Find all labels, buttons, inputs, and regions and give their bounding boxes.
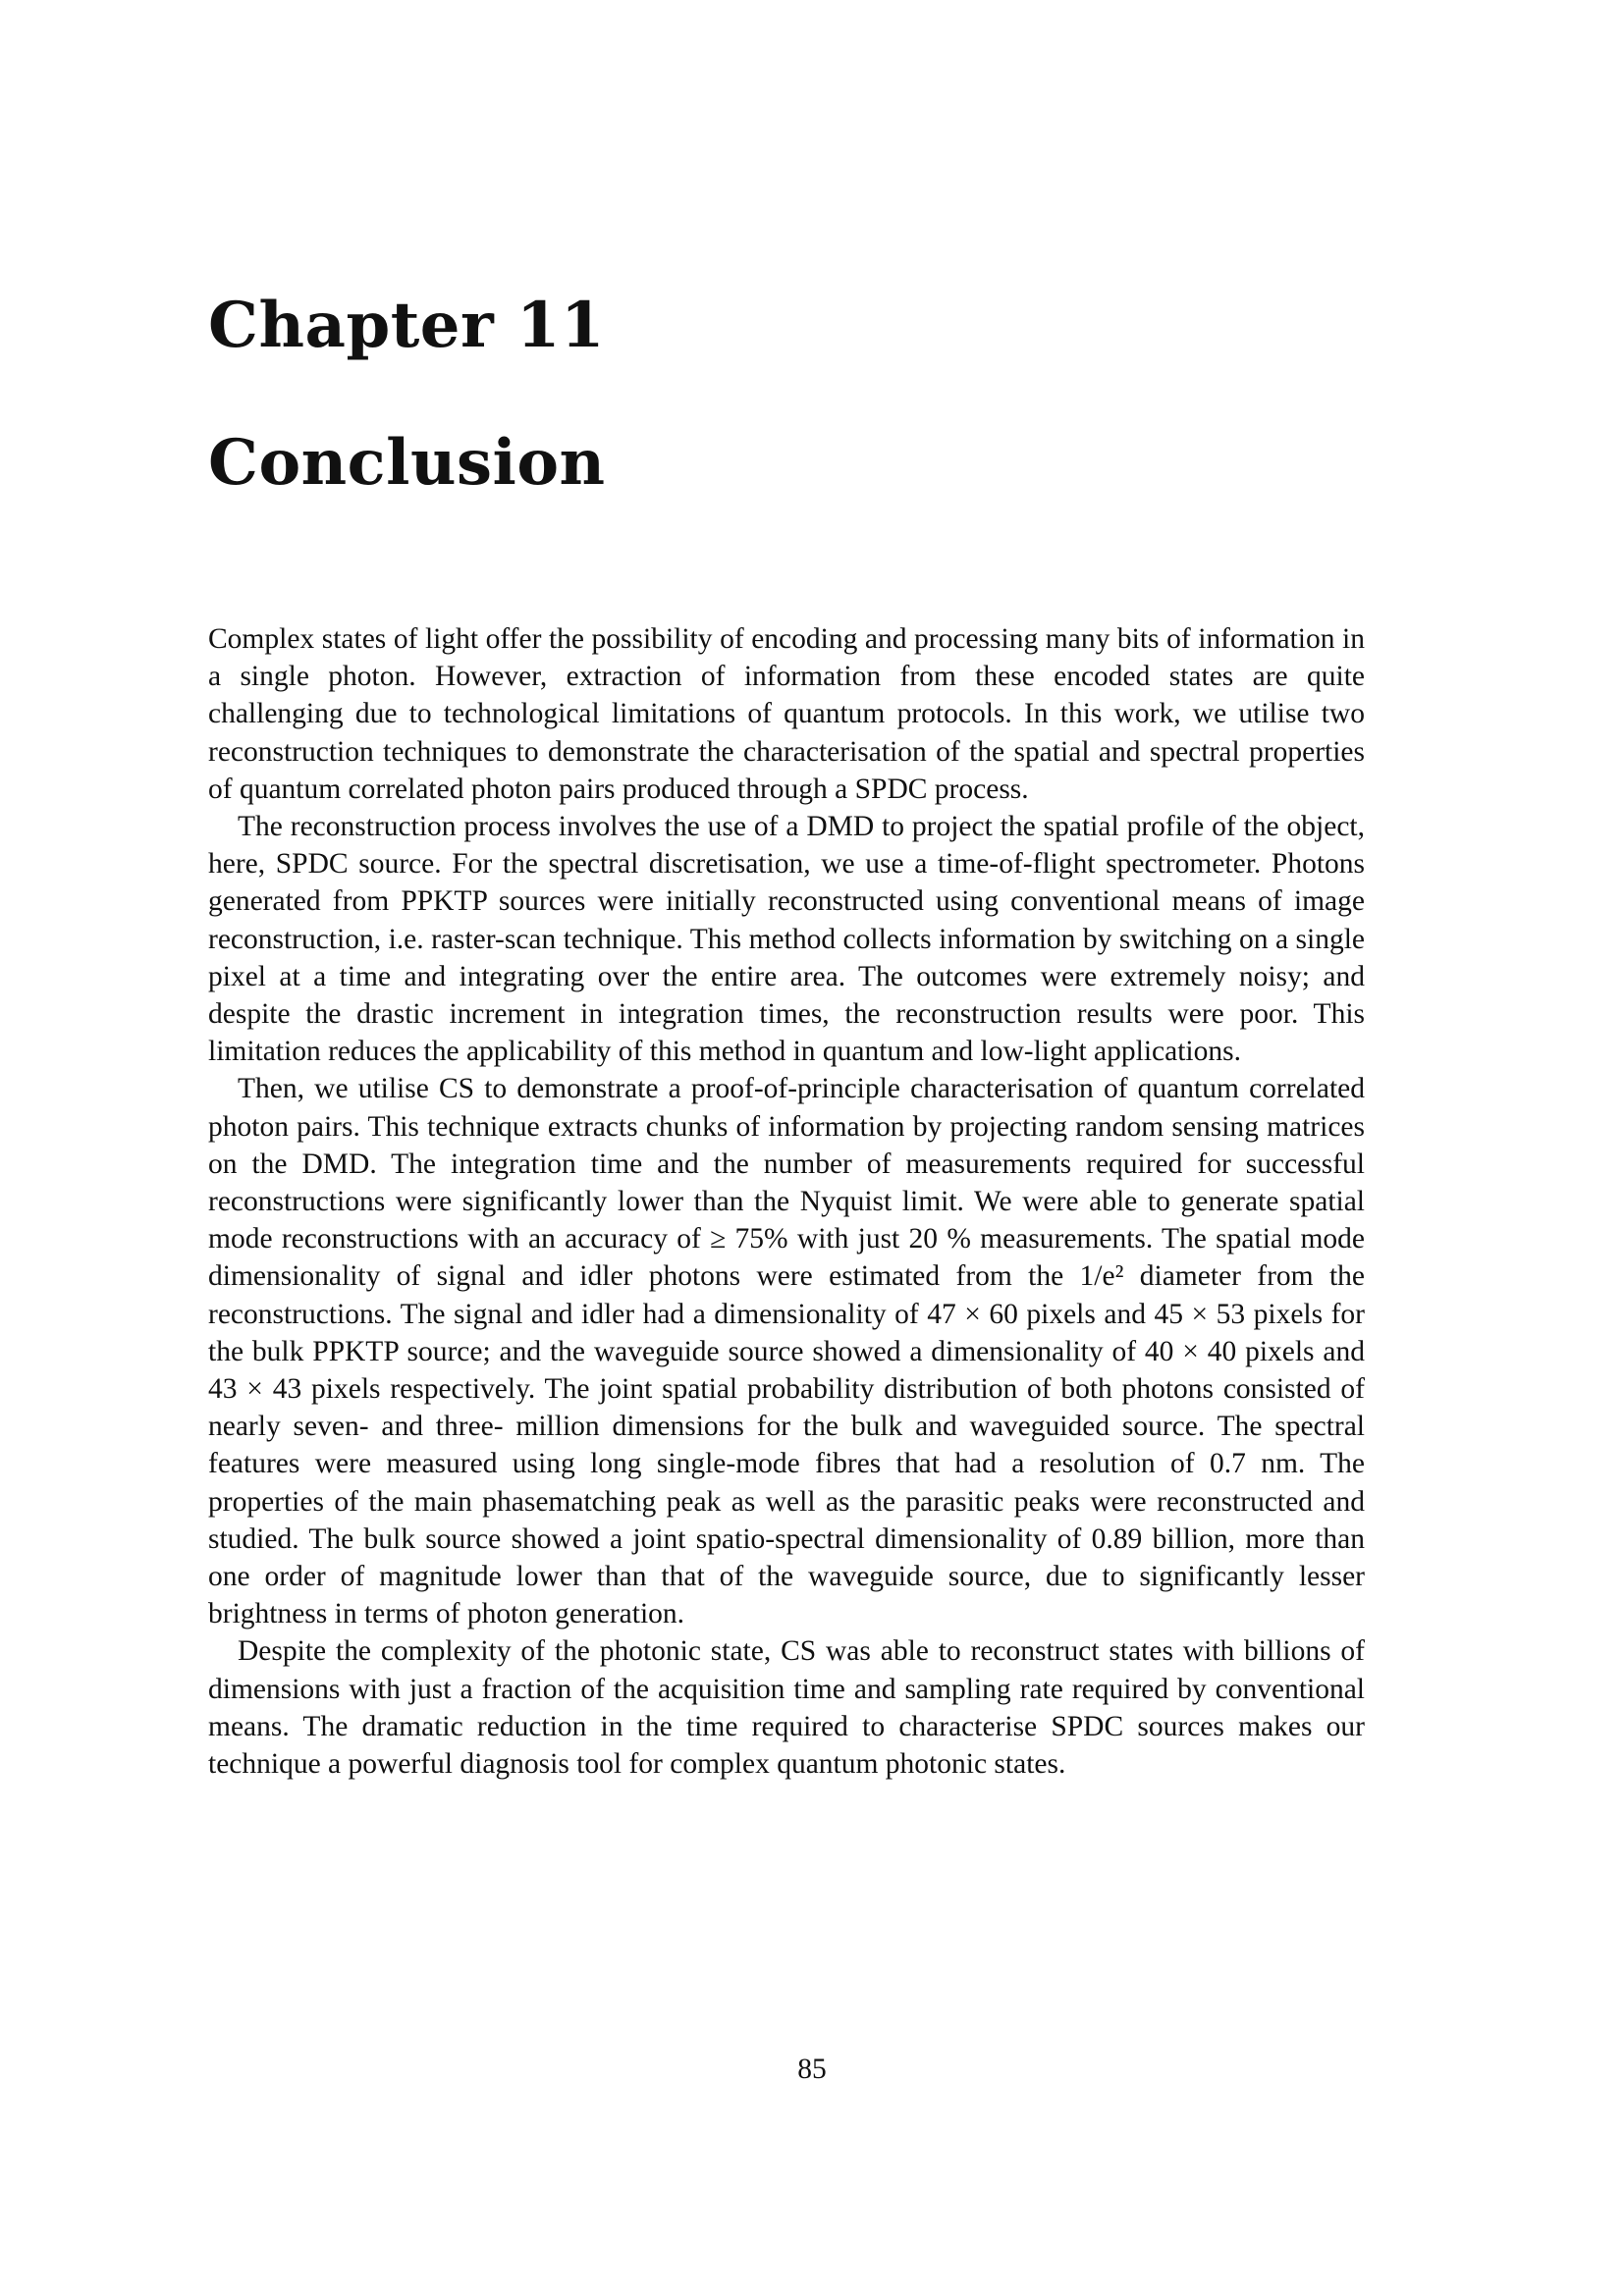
- page-number: 85: [797, 2054, 827, 2085]
- paragraph-2: The reconstruction process involves the use of a DMD to project the spatial profile of the object, here, SPDC source. For the spectral discretisation, we use a time-of-flight spectrometer. Photons generated from PPKTP sources were initially reconstructed using conventional means of image reconstruction, i.e. raster-scan technique. This method collects information by switching on a single pixel at a time and integrating over the entire area. The outcomes were extremely noisy; and despite the drastic increment in integration times, the reconstruction results were poor. This limitation reduces the applicability of this method in quantum and low-light applications.: [208, 811, 1365, 1068]
- paragraph-1: Complex states of light offer the possibility of encoding and processing many bits of information in a single photon. However, extraction of information from these encoded states are quite challenging due to technological limitations of quantum protocols. In this work, we utilise two reconstruction techniques to demonstrate the characterisation of the spatial and spectral properties of quantum correlated photon pairs produced through a SPDC process.: [208, 623, 1365, 805]
- paragraph-4: Despite the complexity of the photonic state, CS was able to reconstruct states with billions of dimensions with just a fraction of the acquisition time and sampling rate required by conventional means. The dramatic reduction in the time required to characterise SPDC sources makes our technique a powerful diagnosis tool for complex quantum photonic states.: [208, 1635, 1365, 1781]
- chapter-title: Conclusion: [208, 426, 606, 500]
- body-text: [208, 620, 1365, 1783]
- paragraph-3: Then, we utilise CS to demonstrate a proof-of-principle characterisation of quantum correlated photon pairs. This technique extracts chunks of information by projecting random sensing matrices on the DMD. The integration time and the number of measurements required for successful reconstructions were significantly lower than the Nyquist limit. We were able to generate spatial mode reconstructions with an accuracy of ≥ 75% with just 20 % measurements. The spatial mode dimensionality of signal and idler photons were estimated from the 1/e² diameter from the reconstructions. The signal and idler had a dimensionality of 47 × 60 pixels and 45 × 53 pixels for the bulk PPKTP source; and the waveguide source showed a dimensionality of 40 × 40 pixels and 43 × 43 pixels respectively. The joint spatial probability distribution of both photons consisted of nearly seven- and three- million dimensions for the bulk and waveguided source. The spectral features were measured using long single-mode fibres that had a resolution of 0.7 nm. The properties of the main phasematching peak as well as the parasitic peaks were reconstructed and studied. The bulk source showed a joint spatio-spectral dimensionality of 0.89 billion, more than one order of magnitude lower than that of the waveguide source, due to significantly lesser brightness in terms of photon generation.: [208, 1073, 1365, 1630]
- chapter-label: Chapter 11: [208, 289, 606, 362]
